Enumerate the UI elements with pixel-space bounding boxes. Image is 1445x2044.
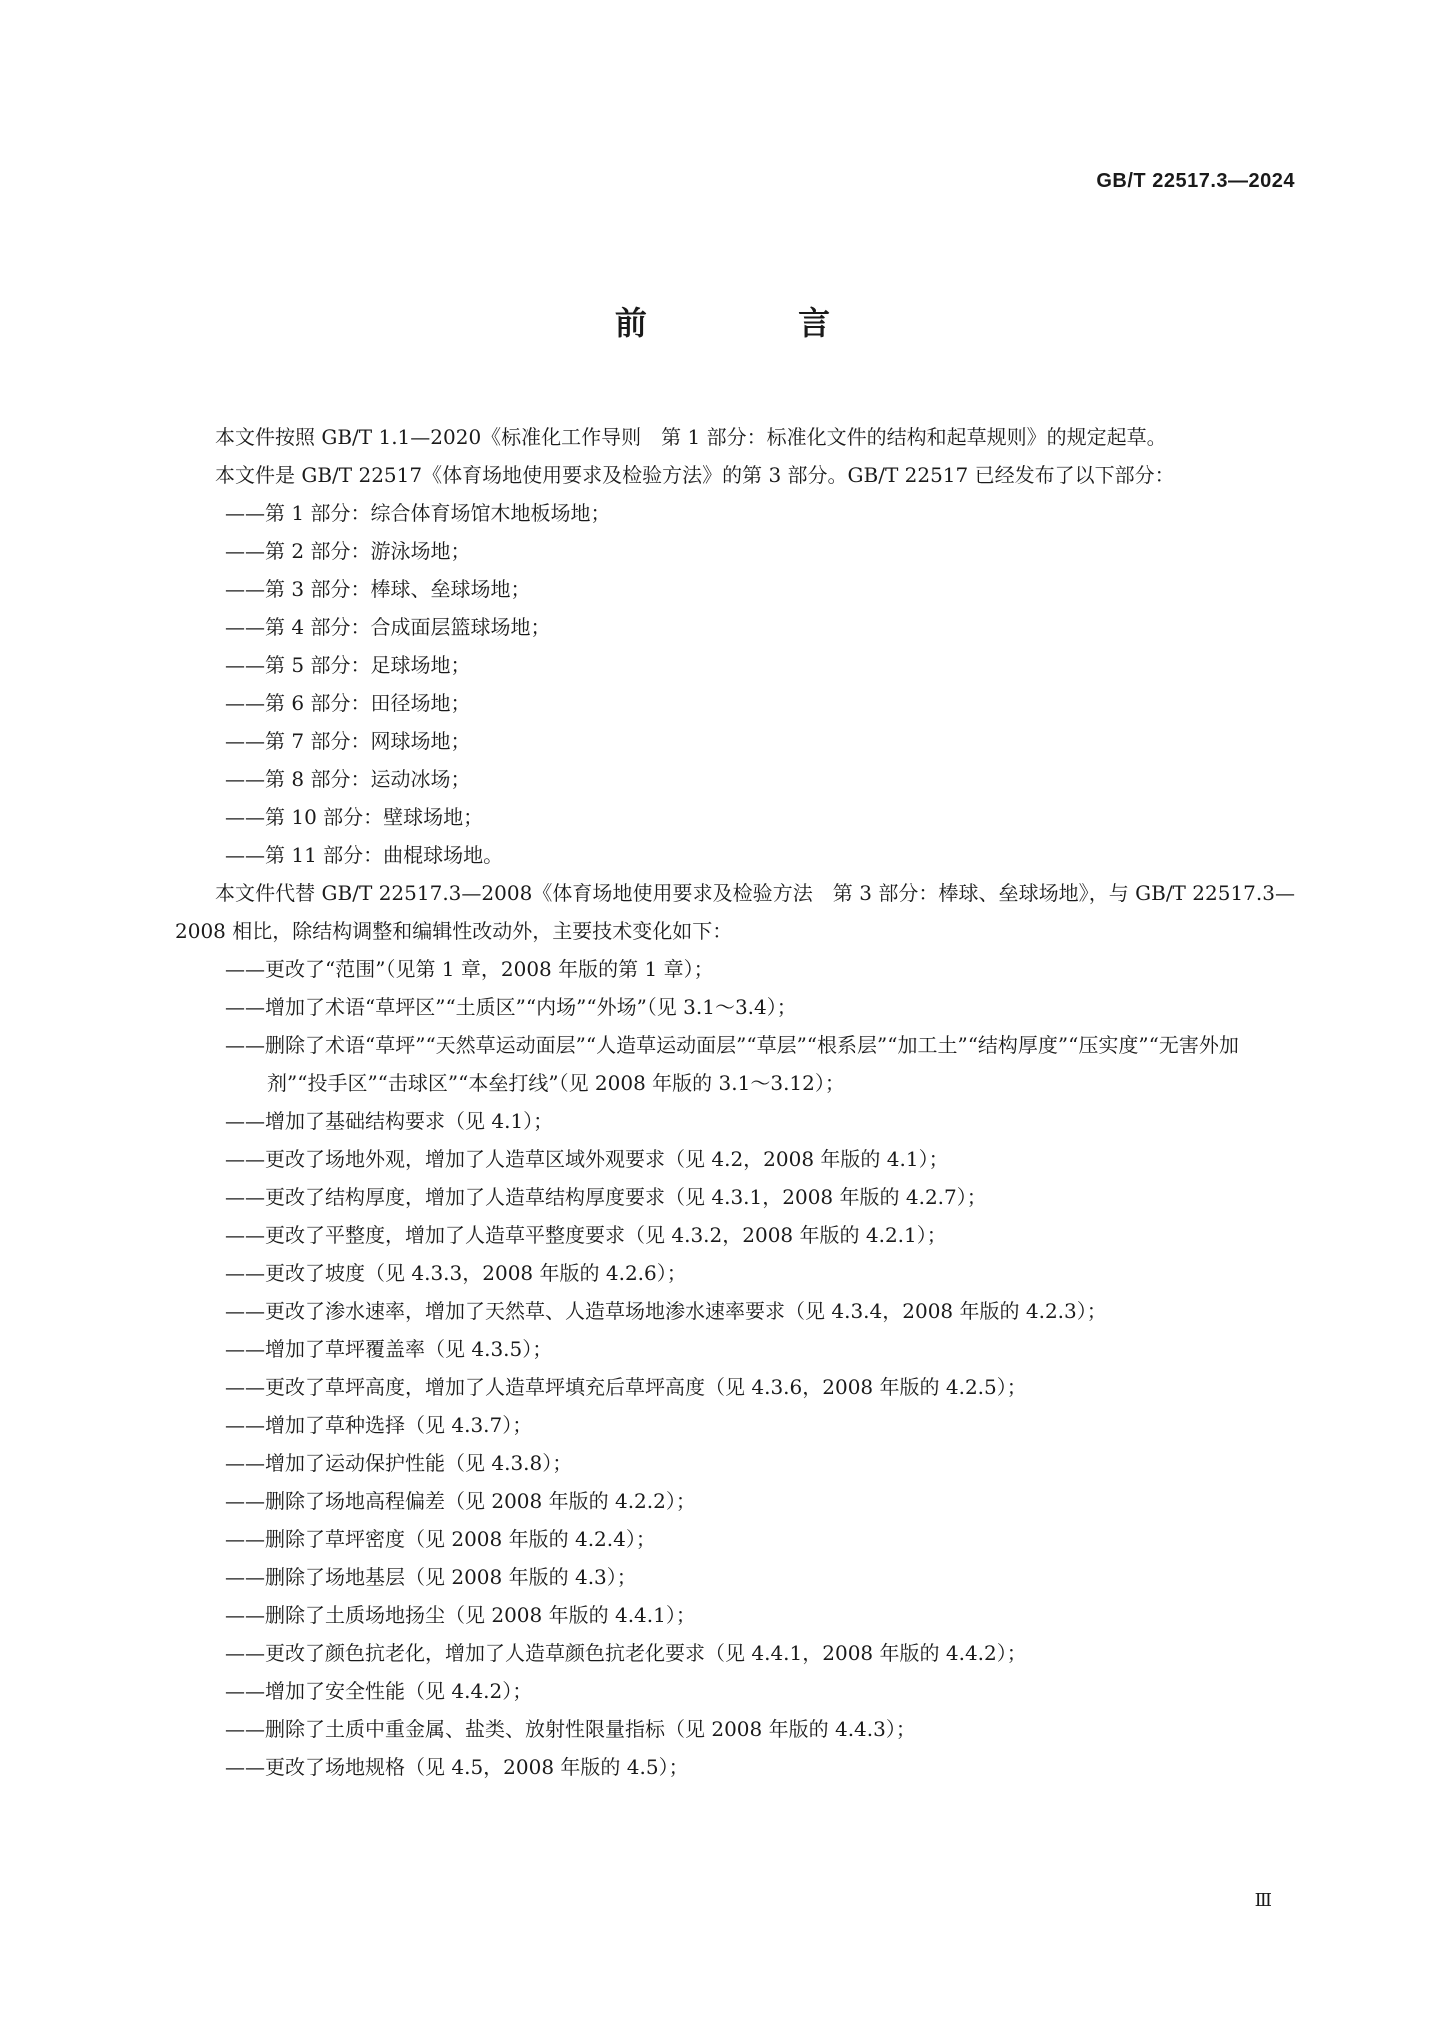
changes-list bbox=[175, 950, 1295, 1786]
list-item: ——第 11 部分：曲棍球场地。 bbox=[225, 843, 504, 867]
list-item: ——更改了结构厚度，增加了人造草结构厚度要求（见 4.3.1，2008 年版的 4.2.7）； bbox=[225, 1185, 987, 1209]
document-body bbox=[175, 418, 1295, 1786]
list-item: ——删除了场地高程偏差（见 2008 年版的 4.2.2）； bbox=[225, 1489, 696, 1513]
list-item: ——增加了运动保护性能（见 4.3.8）； bbox=[225, 1451, 573, 1475]
list-item: ——第 3 部分：棒球、垒球场地； bbox=[225, 577, 531, 601]
list-item: ——增加了基础结构要求（见 4.1）； bbox=[225, 1109, 554, 1133]
list-item: ——增加了草种选择（见 4.3.7）； bbox=[225, 1413, 533, 1437]
list-item: ——更改了渗水速率，增加了天然草、人造草场地渗水速率要求（见 4.3.4，2008 年版的 4.2.3）； bbox=[225, 1299, 1107, 1323]
page-number: Ⅲ bbox=[1254, 1890, 1272, 1911]
parts-list bbox=[175, 494, 1295, 874]
page-title: 前 言 bbox=[614, 304, 901, 342]
list-item: ——更改了坡度（见 4.3.3，2008 年版的 4.2.6）； bbox=[225, 1261, 687, 1285]
list-item: ——删除了草坪密度（见 2008 年版的 4.2.4）； bbox=[225, 1527, 656, 1551]
list-item: ——第 4 部分：合成面层篮球场地； bbox=[225, 615, 551, 639]
list-item: ——第 5 部分：足球场地； bbox=[225, 653, 471, 677]
list-item: ——第 10 部分：壁球场地； bbox=[225, 805, 484, 829]
list-item: ——删除了土质场地扬尘（见 2008 年版的 4.4.1）； bbox=[225, 1603, 696, 1627]
list-item: ——更改了平整度，增加了人造草平整度要求（见 4.3.2，2008 年版的 4.2.1）； bbox=[225, 1223, 947, 1247]
replacement-paragraph: 本文件代替 GB/T 22517.3—2008《体育场地使用要求及检验方法 第 3 部分：棒球、垒球场地》，与 GB/T 22517.3—2008 相比，除结构调整和编辑性改动外，主要技术变化如下： bbox=[175, 881, 1295, 943]
list-item: ——删除了场地基层（见 2008 年版的 4.3）； bbox=[225, 1565, 637, 1589]
list-item: ——增加了安全性能（见 4.4.2）； bbox=[225, 1679, 533, 1703]
list-item: ——第 8 部分：运动冰场； bbox=[225, 767, 471, 791]
list-item: ——更改了颜色抗老化，增加了人造草颜色抗老化要求（见 4.4.1，2008 年版的 4.4.2）； bbox=[225, 1641, 1027, 1665]
list-item: ——增加了术语“草坪区”“土质区”“内场”“外场”（见 3.1～3.4）； bbox=[225, 995, 797, 1019]
list-item: ——第 7 部分：网球场地； bbox=[225, 729, 471, 753]
list-item: ——删除了土质中重金属、盐类、放射性限量指标（见 2008 年版的 4.4.3）； bbox=[225, 1717, 916, 1741]
list-item: ——第 6 部分：田径场地； bbox=[225, 691, 471, 715]
list-item: ——更改了草坪高度，增加了人造草坪填充后草坪高度（见 4.3.6，2008 年版的 4.2.5）； bbox=[225, 1375, 1027, 1399]
intro-paragraph-2: 本文件是 GB/T 22517《体育场地使用要求及检验方法》的第 3 部分。GB/T 22517 已经发布了以下部分： bbox=[215, 463, 1175, 487]
list-item: ——第 2 部分：游泳场地； bbox=[225, 539, 471, 563]
standard-number: GB/T 22517.3—2024 bbox=[1096, 170, 1295, 192]
list-item: ——增加了草坪覆盖率（见 4.3.5）； bbox=[225, 1337, 553, 1361]
list-item: ——更改了“范围”（见第 1 章，2008 年版的第 1 章）； bbox=[225, 957, 714, 981]
intro-paragraph-1: 本文件按照 GB/T 1.1—2020《标准化工作导则 第 1 部分：标准化文件的结构和起草规则》的规定起草。 bbox=[215, 425, 1167, 449]
list-item: ——更改了场地规格（见 4.5，2008 年版的 4.5）； bbox=[225, 1755, 689, 1779]
list-item: ——第 1 部分：综合体育场馆木地板场地； bbox=[225, 501, 611, 525]
list-item: ——删除了术语“草坪”“天然草运动面层”“人造草运动面层”“草层”“根系层”“加工土”“结构厚度”“压实度”“无害外加剂”“投手区”“击球区”“本垒打线”（见 2008 年版的 3.1～3.12）； bbox=[225, 1033, 1239, 1095]
list-item: ——更改了场地外观，增加了人造草区域外观要求（见 4.2，2008 年版的 4.1）； bbox=[225, 1147, 949, 1171]
